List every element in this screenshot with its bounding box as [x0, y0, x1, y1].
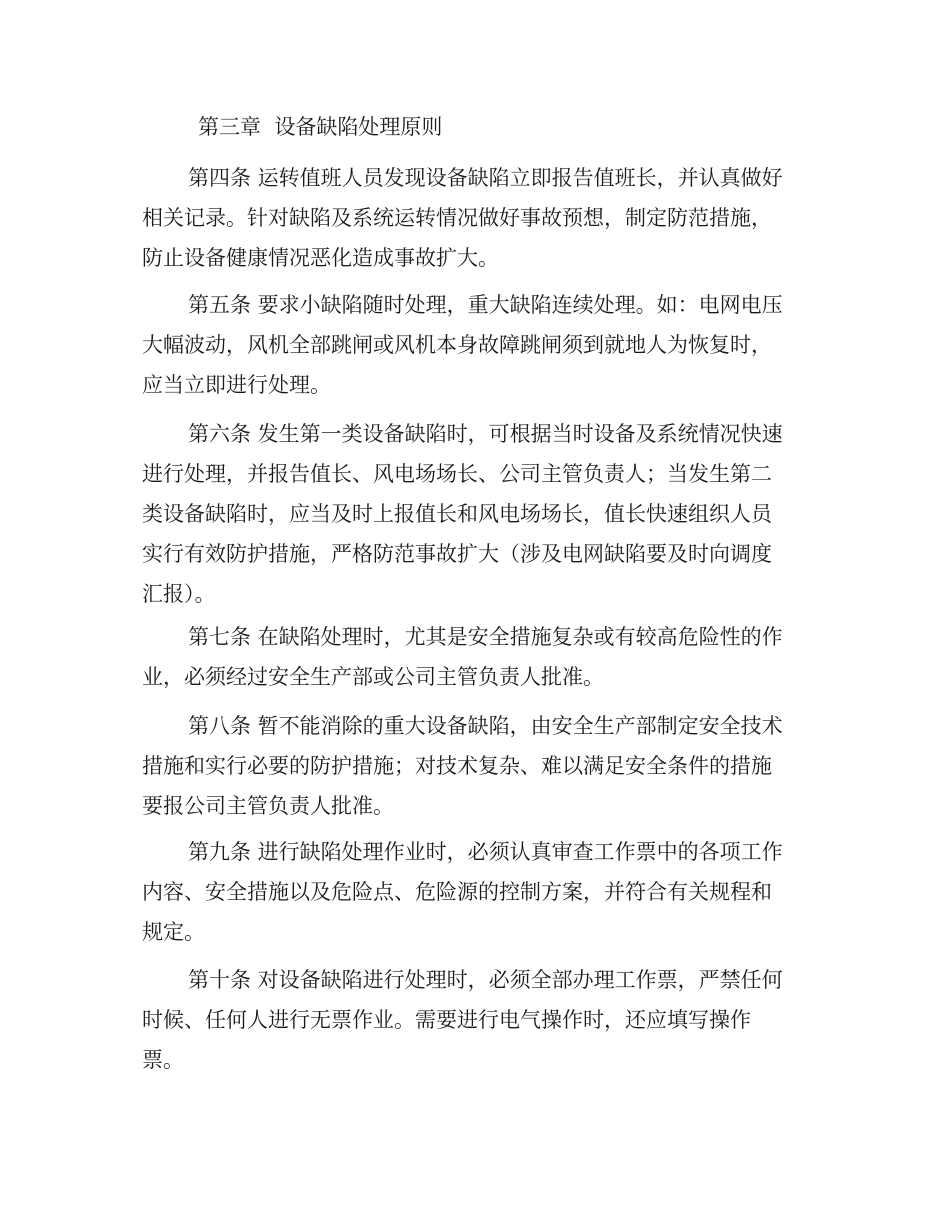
article-line: 进行处理，并报告值长、风电场场长、公司主管负责人；当发生第二	[142, 462, 772, 486]
article-line: 规定。	[142, 920, 205, 944]
article-6	[142, 414, 814, 614]
article-line: 第七条 在缺陷处理时，尤其是安全措施复杂或有较高危险性的作	[188, 625, 783, 649]
article-line: 第八条 暂不能消除的重大设备缺陷，由安全生产部制定安全技术	[188, 714, 783, 738]
article-line: 实行有效防护措施，严格防范事故扩大（涉及电网缺陷要及时向调度	[142, 542, 772, 566]
article-8	[142, 706, 814, 826]
article-5	[142, 285, 814, 405]
article-7	[142, 617, 814, 697]
article-line: 时候、任何人进行无票作业。需要进行电气操作时，还应填写操作	[142, 1008, 751, 1032]
article-4	[142, 158, 814, 278]
article-line: 要报公司主管负责人批准。	[142, 794, 394, 818]
article-line: 汇报）。	[142, 582, 216, 606]
article-line: 业，必须经过安全生产部或公司主管负责人批准。	[142, 665, 604, 689]
article-line: 相关记录。针对缺陷及系统运转情况做好事故预想，制定防范措施，	[142, 206, 772, 230]
article-line: 票。	[142, 1048, 184, 1072]
article-line: 措施和实行必要的防护措施；对技术复杂、难以满足安全条件的措施	[142, 754, 772, 778]
article-line: 应当立即进行处理。	[142, 373, 331, 397]
article-line: 内容、安全措施以及危险点、危险源的控制方案，并符合有关规程和	[142, 880, 772, 904]
article-line: 第十条 对设备缺陷进行处理时，必须全部办理工作票，严禁任何	[188, 968, 783, 992]
article-line: 大幅波动，风机全部跳闸或风机本身故障跳闸须到就地人为恢复时，	[142, 333, 772, 357]
article-line: 第四条 运转值班人员发现设备缺陷立即报告值班长，并认真做好	[188, 166, 783, 190]
article-10	[142, 960, 814, 1080]
article-line: 第九条 进行缺陷处理作业时，必须认真审查工作票中的各项工作	[188, 840, 783, 864]
article-line: 类设备缺陷时，应当及时上报值长和风电场场长，值长快速组织人员	[142, 502, 772, 526]
article-9	[142, 832, 814, 952]
article-line: 第五条 要求小缺陷随时处理，重大缺陷连续处理。如：电网电压	[188, 293, 783, 317]
article-line: 第六条 发生第一类设备缺陷时，可根据当时设备及系统情况快速	[188, 422, 783, 446]
chapter-title: 第三章 设备缺陷处理原则	[198, 115, 443, 139]
article-line: 防止设备健康情况恶化造成事故扩大。	[142, 246, 499, 270]
